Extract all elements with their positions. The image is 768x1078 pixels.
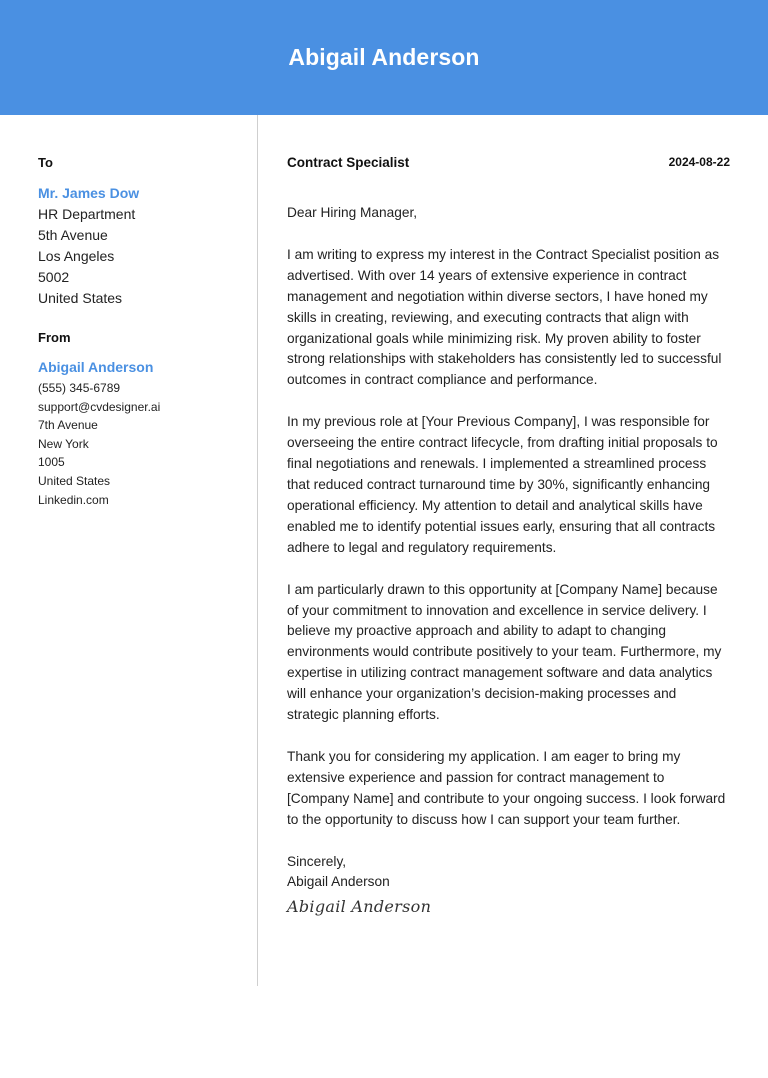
- salutation: Dear Hiring Manager,: [287, 205, 418, 220]
- closing: Sincerely,: [287, 853, 347, 869]
- from-heading: From: [38, 330, 71, 345]
- sender-country: United States: [38, 473, 111, 488]
- sidebar: [38, 152, 243, 509]
- sender-email: support@cvdesigner.ai: [38, 399, 161, 414]
- sender-street: 7th Avenue: [38, 418, 98, 433]
- letter-date: 2024-08-22: [668, 155, 730, 169]
- header-banner: [0, 0, 768, 115]
- handwritten-signature: Abigail Anderson: [287, 897, 432, 917]
- sender-zip: 1005: [38, 455, 65, 470]
- recipient-name: Mr. James Dow: [38, 185, 140, 201]
- applicant-name-title: Abigail Anderson: [288, 44, 480, 70]
- recipient-country: United States: [38, 290, 123, 306]
- job-title: Contract Specialist: [287, 155, 410, 170]
- recipient-city: Los Angeles: [38, 248, 115, 264]
- paragraph-2: In my previous role at [Your Previous Company], I was responsible for overseeing the entire contract lifecycle, from drafting initial proposals to final negotiations and renewals. I implemented a streamlined process that reduced contract turnaround time by 30%, significantly enhancing operational efficiency. My attention to detail and analytical skills have enabled me to identify potential issues early, ensuring that all contracts adhere to legal and regulatory requirements.: [287, 414, 718, 555]
- sender-name: Abigail Anderson: [38, 359, 154, 375]
- sender-city: New York: [38, 436, 89, 451]
- closing-name: Abigail Anderson: [287, 874, 390, 890]
- paragraph-3: I am particularly drawn to this opportunity at [Company Name] because of your commitment to innovation and excellence in service delivery. I believe my proactive approach and ability to adapt to changing environments would contribute positively to your team. Furthermore, my expertise in utilizing contract management software and data analytics will enhance your organization’s decision-making processes and strategic planning efforts.: [287, 581, 722, 723]
- column-divider: [257, 115, 258, 986]
- recipient-department: HR Department: [38, 206, 136, 222]
- paragraph-1: I am writing to express my interest in the Contract Specialist position as advertised. With over 14 years of extensive experience in contract management and negotiation within diverse sectors, I have honed my skills in creating, reviewing, and executing contracts that align with organizational goals while minimizing risk. My proven ability to foster strong relationships with stakeholders has consistently led to successful outcomes in contract compliance and performance.: [287, 246, 722, 388]
- to-heading: To: [38, 155, 53, 170]
- recipient-zip: 5002: [38, 269, 70, 285]
- recipient-street: 5th Avenue: [38, 227, 108, 243]
- sender-linkedin: Linkedin.com: [38, 492, 109, 507]
- paragraph-4: Thank you for considering my application. I am eager to bring my extensive experience and passion for contract management to [Company Name] and contribute to your ongoing success. I look forward to the opportunity to discuss how I can support your team further.: [287, 748, 726, 827]
- letter-top-row: [287, 152, 730, 173]
- sender-phone: (555) 345-6789: [38, 381, 121, 395]
- letter-body: [287, 152, 730, 916]
